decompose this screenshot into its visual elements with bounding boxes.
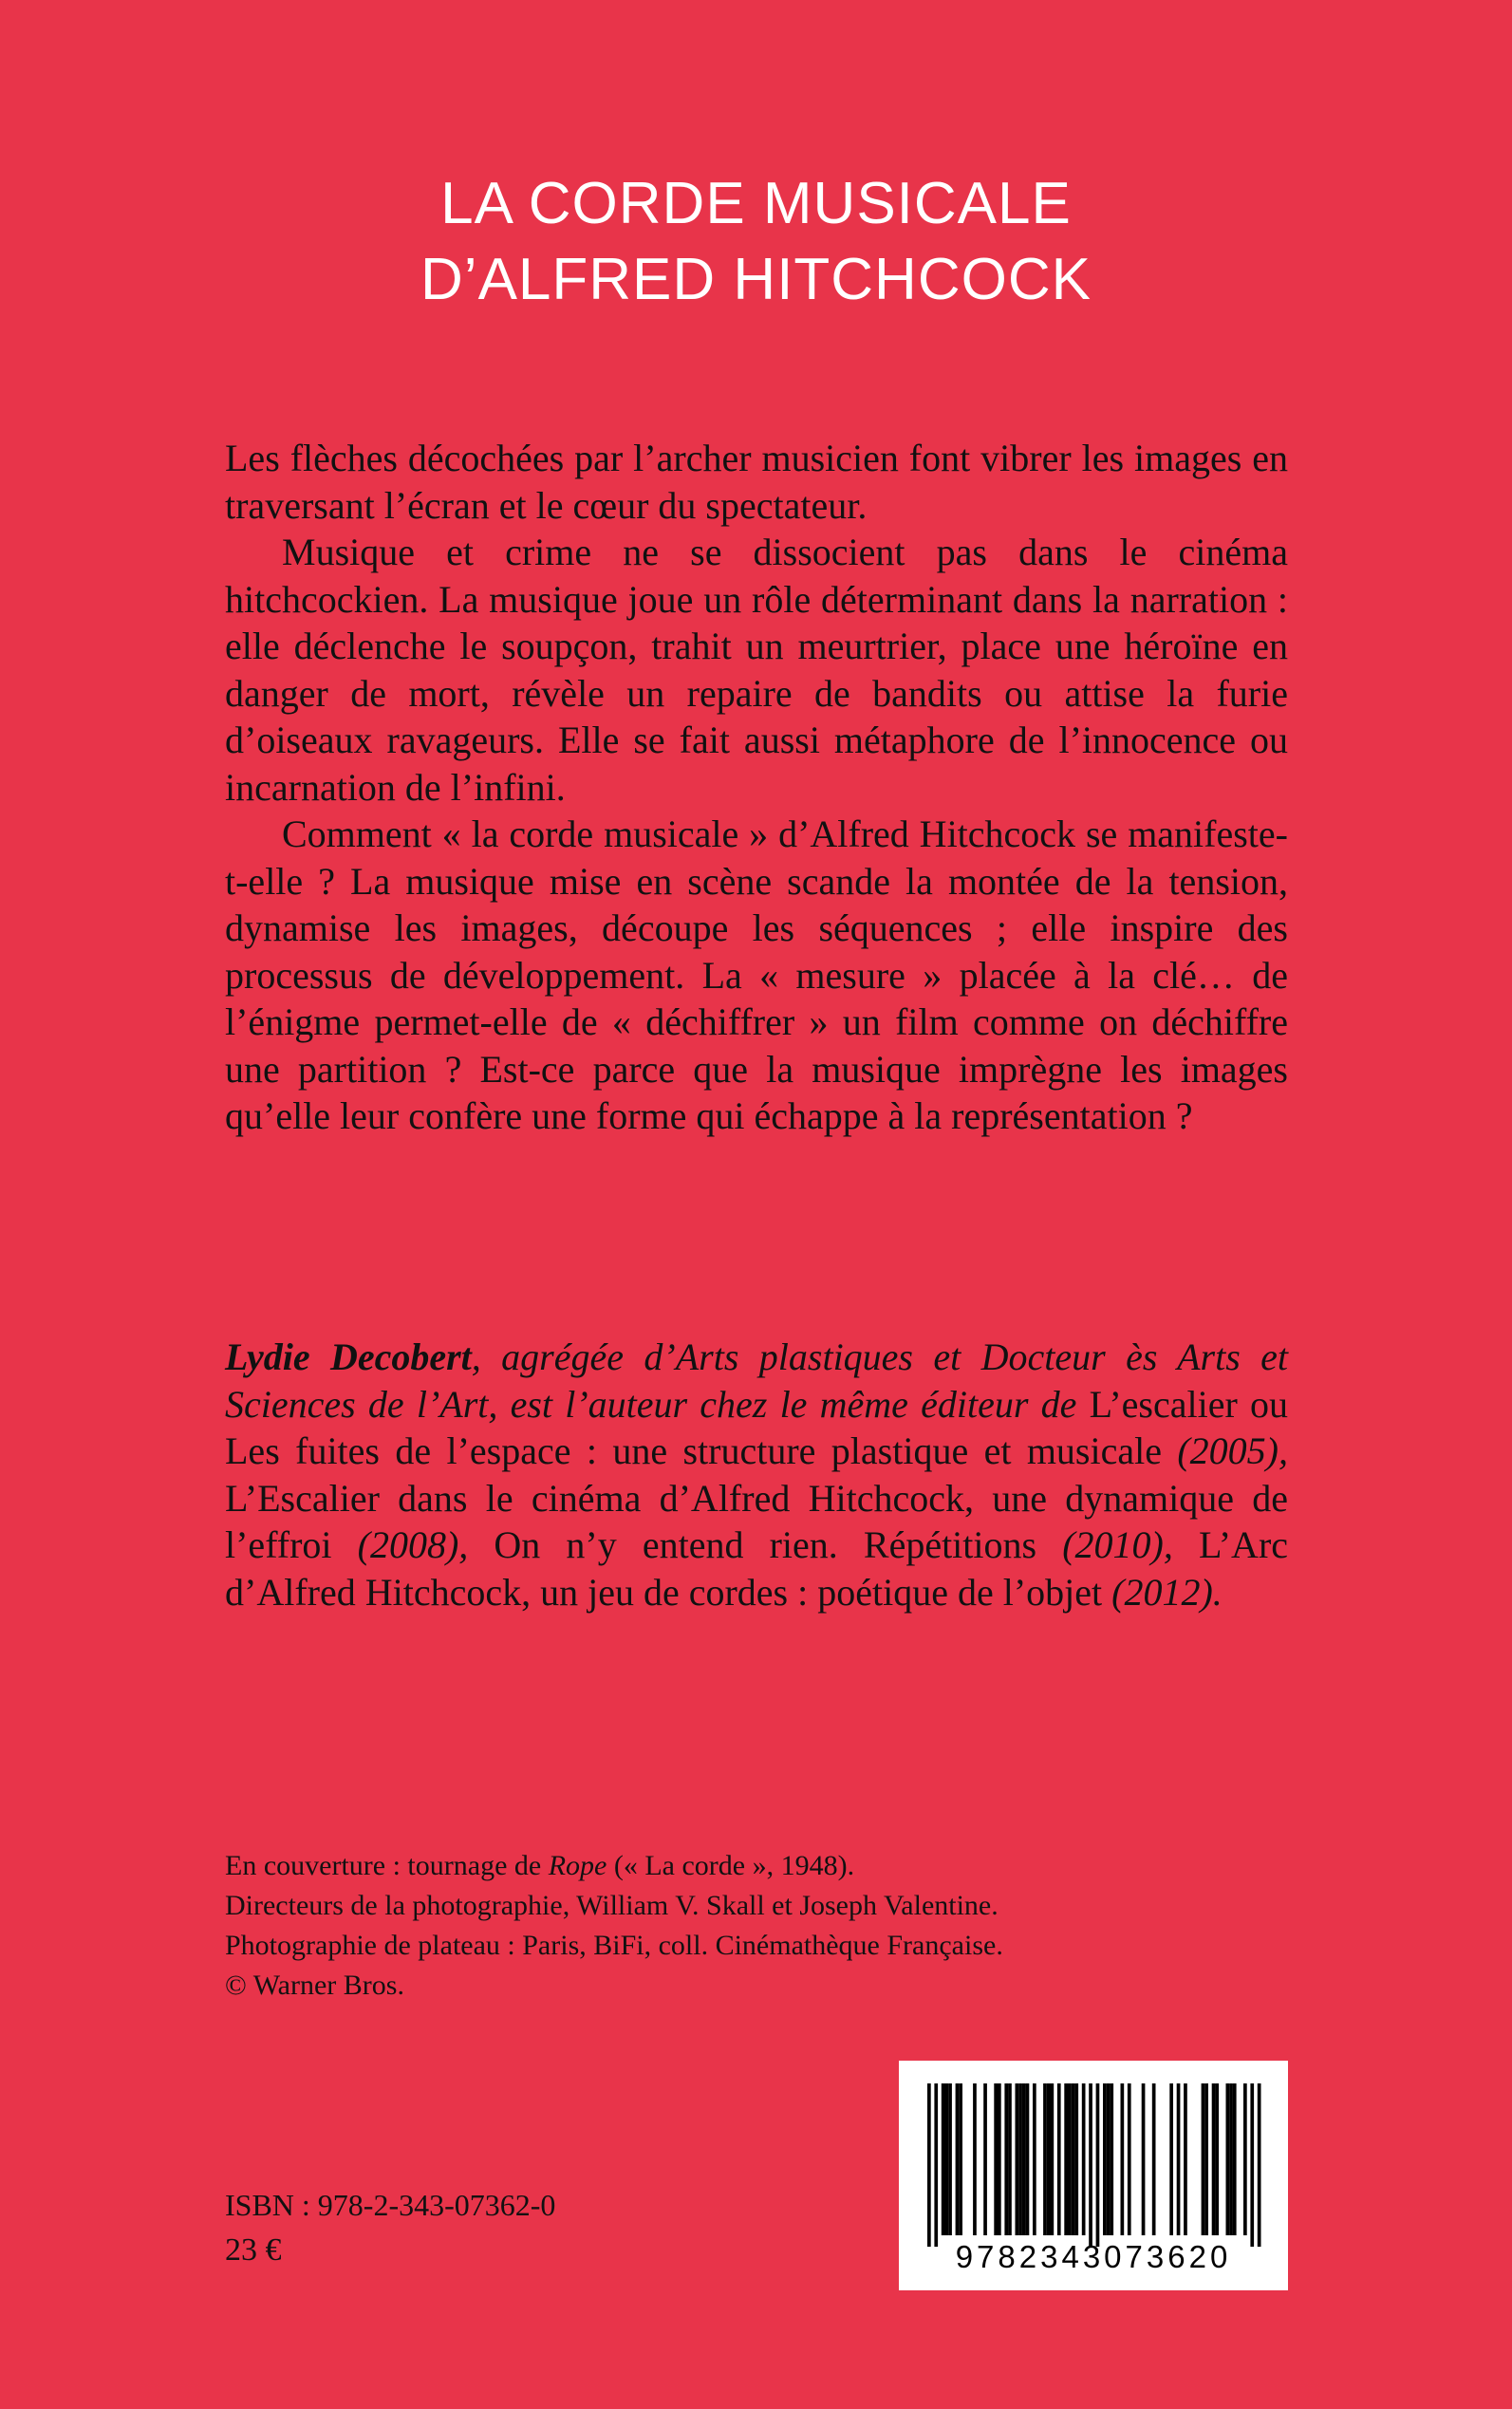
barcode-bar [1110, 2083, 1113, 2235]
barcode-bar [1018, 2083, 1022, 2235]
barcode-bar [1089, 2083, 1092, 2247]
author-year-1: (2005), [1161, 1429, 1288, 1472]
barcode-bar [959, 2083, 962, 2235]
synopsis-paragraph-3: Comment « la corde musicale » d’Alfred Hitchcock se manifeste-t-elle ? La musique mise en scène scande la montée de la tension, dynamise les images, découpe les séquences ; elle inspire des processus de développement. La « mesure » placée à la clé… de l’énigme permet-elle de « déchiffrer » un film comme on déchiffre une partition ? Est-ce parce que la musique imprègne les images qu’elle leur confère une forme qui échappe à la représentation ? [225, 812, 1288, 1137]
credit-suffix: (« La corde », 1948). [607, 1850, 855, 1881]
barcode-bar [1057, 2083, 1061, 2235]
barcode-bar [1082, 2083, 1086, 2235]
author-book-4: L’Arc d’Alfred Hitchcock, un jeu de cordes : poétique de l’objet [225, 1523, 1289, 1614]
barcode-bar [1051, 2083, 1055, 2235]
barcode-digits: 9782343073620 [955, 2239, 1232, 2274]
synopsis-paragraph-2: Musique et crime ne se dissocient pas dans le cinéma hitchcockien. La musique joue un rôle déterminant dans la narration : elle déclenche le soupçon, trahit un meurtrier, place une héroïne en danger de mort, révèle un repaire de bandits ou attise la furie d’oiseaux ravageurs. Elle se fait aussi métaphore de l’innocence ou incarnation de l’infini. [225, 531, 1288, 809]
author-book-1: L’escalier ou Les fuites de l’espace : une structure plastique et musicale [225, 1382, 1288, 1472]
author-book-2: L’Escalier dans le cinéma d’Alfred Hitchcock, une dynamique de l’effroi [225, 1476, 1288, 1566]
barcode-bar [1243, 2083, 1247, 2235]
credit-prefix: En couverture : tournage de [225, 1850, 549, 1881]
barcode-bar [994, 2083, 998, 2235]
price: 23 € [225, 2232, 282, 2268]
barcode-bar [1096, 2083, 1100, 2247]
barcode-bar [1128, 2083, 1131, 2235]
credit-line-1 [225, 1846, 1316, 1886]
barcode-bar [1068, 2083, 1072, 2235]
barcode-bar [1026, 2083, 1030, 2235]
author-book-3: On n’y entend rien. Répétitions [494, 1523, 1037, 1566]
author-name: Lydie Decobert [225, 1335, 472, 1378]
barcode-bar [942, 2083, 945, 2235]
credit-line-3: Photographie de plateau : Paris, BiFi, coll. Cinémathèque Française. [225, 1930, 1003, 1961]
barcode-bar [1204, 2083, 1208, 2235]
barcode-bar [1212, 2083, 1216, 2235]
barcode-bar [1047, 2083, 1051, 2235]
barcode-bar [948, 2083, 952, 2235]
barcode-bar [1258, 2083, 1261, 2247]
book-title [0, 166, 1512, 318]
barcode-bar [1016, 2083, 1019, 2235]
barcode-bar [1177, 2083, 1181, 2235]
barcode-bar [1215, 2083, 1219, 2235]
credit-line-2: Directeurs de la photographie, William V. Skall et Joseph Valentine. [225, 1890, 999, 1921]
title-line-2: D’ALFRED HITCHCOCK [420, 247, 1092, 312]
barcode-bar [1152, 2083, 1156, 2235]
barcode-bar [1103, 2083, 1107, 2235]
author-bio [225, 1334, 1288, 1615]
barcode-bar [1184, 2083, 1187, 2235]
barcode-bar [1142, 2083, 1146, 2235]
barcode-bar [1229, 2083, 1233, 2235]
barcode-bar [956, 2083, 960, 2235]
barcode-bar [983, 2083, 987, 2235]
author-year-2: (2008), [331, 1523, 495, 1566]
barcode-bar [1074, 2083, 1078, 2235]
barcode-bar [934, 2083, 938, 2247]
author-year-4: (2012). [1102, 1570, 1223, 1614]
title-line-1: LA CORDE MUSICALE [440, 171, 1072, 236]
barcode-bar [945, 2083, 949, 2235]
author-intro: , agrégée d’Arts plastiques et Docteur ès Arts et Sciences de l’Art, est l’auteur chez le même éditeur de [225, 1335, 1289, 1426]
author-year-3: (2010), [1036, 1523, 1199, 1566]
credit-film-title: Rope [548, 1850, 607, 1881]
barcode-bar [1004, 2083, 1008, 2235]
isbn: ISBN : 978-2-343-07362-0 [225, 2188, 556, 2222]
barcode-bar [1233, 2083, 1237, 2235]
barcode-bar [1072, 2083, 1075, 2235]
barcode-bar [998, 2083, 1001, 2235]
cover-credits [225, 1846, 1316, 2006]
barcode-bar [1022, 2083, 1026, 2235]
barcode-bar [1121, 2083, 1125, 2235]
barcode-bar [1107, 2083, 1111, 2235]
barcode-bar [1008, 2083, 1012, 2235]
barcode-bar [1226, 2083, 1230, 2235]
barcode-bar [1043, 2083, 1047, 2235]
synopsis-paragraph-1: Les flèches décochées par l’archer musicien font vibrer les images en traversant l’écran et le cœur du spectateur. [225, 437, 1288, 527]
credit-line-4: © Warner Bros. [225, 1970, 404, 2001]
barcode-bar [973, 2083, 977, 2235]
barcode-bar [1064, 2083, 1068, 2235]
barcode-bar [927, 2083, 931, 2247]
barcode-bar [1033, 2083, 1036, 2235]
barcode-bar [1250, 2083, 1254, 2247]
barcode-bar [1169, 2083, 1173, 2235]
synopsis [225, 435, 1288, 1140]
barcode-bar [1202, 2083, 1205, 2235]
barcode [899, 2061, 1288, 2290]
